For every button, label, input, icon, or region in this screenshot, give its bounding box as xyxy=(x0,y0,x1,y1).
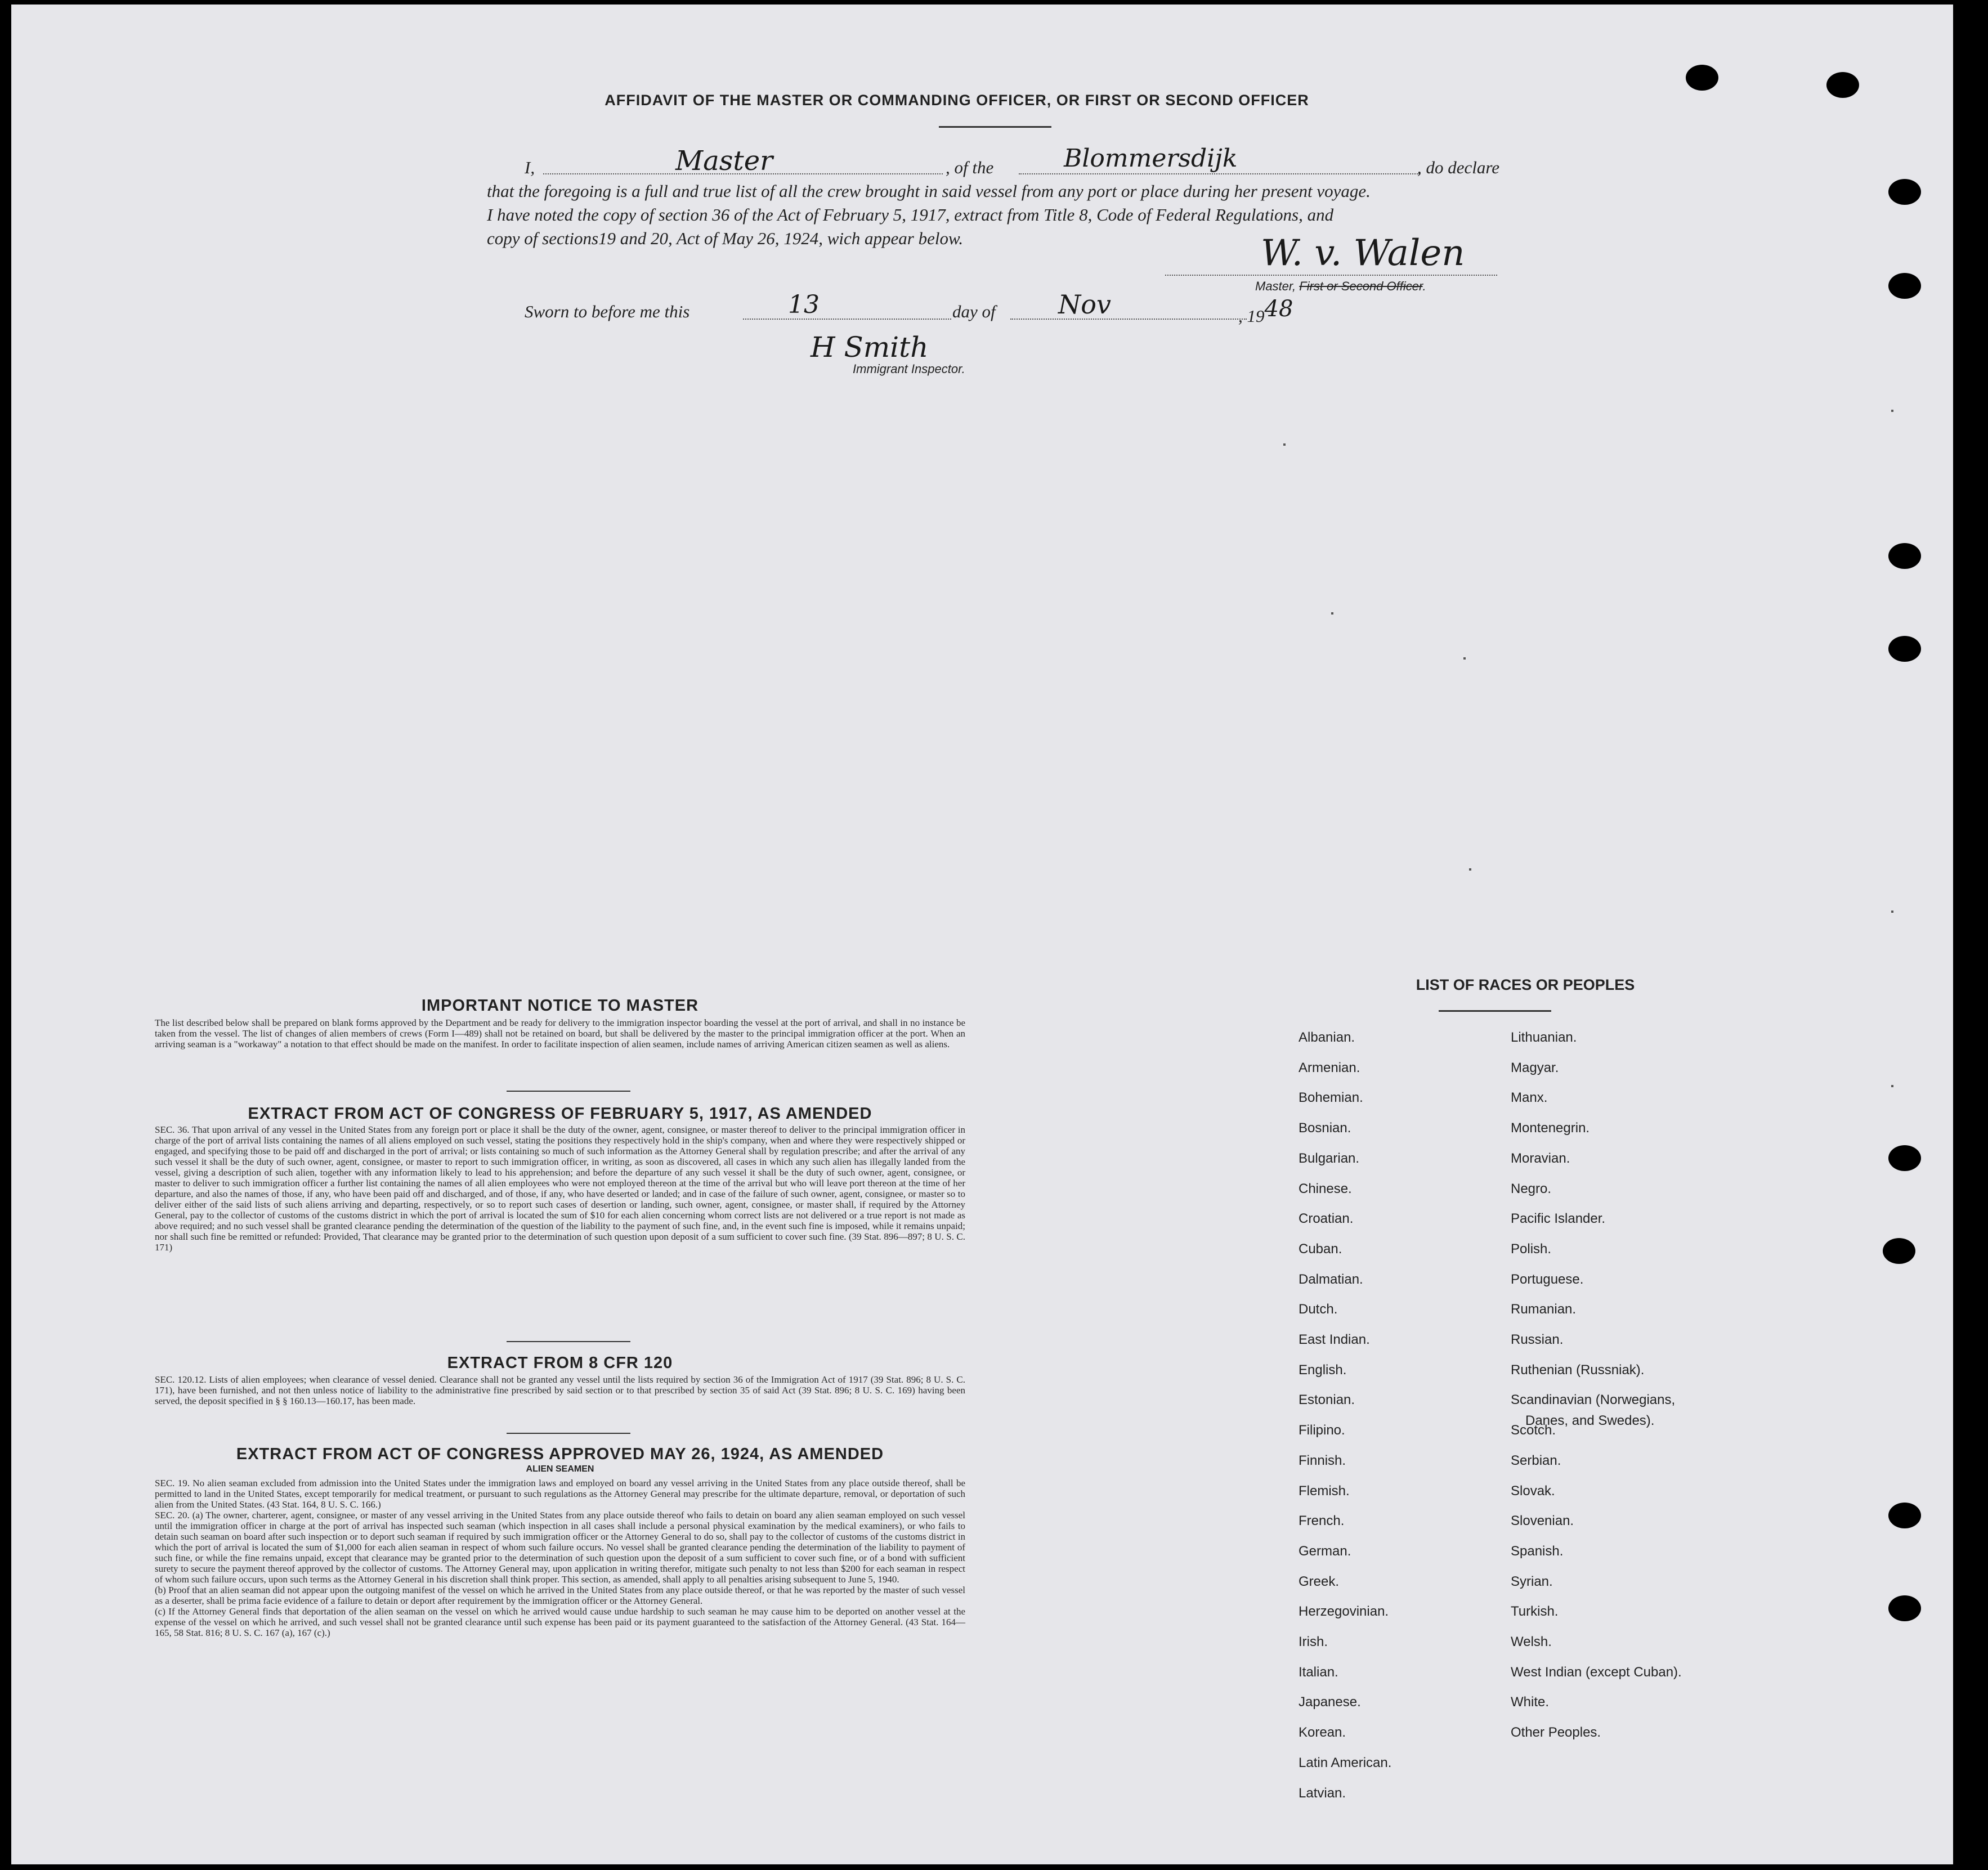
notice-heading: IMPORTANT NOTICE TO MASTER xyxy=(421,997,699,1015)
document-page xyxy=(11,5,1953,1864)
punch-hole xyxy=(1686,65,1718,91)
races-heading-rule xyxy=(1439,1010,1551,1012)
race-item: Lithuanian. xyxy=(1511,1030,1577,1045)
scan-speck xyxy=(1891,1085,1893,1087)
race-item: Finnish. xyxy=(1299,1452,1346,1468)
race-item: Syrian. xyxy=(1511,1573,1553,1589)
punch-hole xyxy=(1888,1503,1921,1528)
punch-hole xyxy=(1888,179,1921,205)
race-item: Irish. xyxy=(1299,1634,1328,1649)
race-item: Herzegovinian. xyxy=(1299,1604,1389,1620)
year-handwritten: 48 xyxy=(1264,296,1293,322)
punch-hole xyxy=(1888,543,1921,569)
punch-hole xyxy=(1888,1595,1921,1621)
master-name-handwritten: Master xyxy=(675,145,773,177)
race-item: Ruthenian (Russniak). xyxy=(1511,1362,1645,1378)
extract-1924-sec19: SEC. 19. No alien seaman excluded from admission into the United States under the immigration laws and employed on board any vessel arriving in the United States from any place outside thereof, shall be permitted to land in the United States, except temporarily for medical treatment, or pursuant to such regulations as the Attorney General may prescribe for the ultimate departure, removal, or deportation of such alien from the United States. (43 Stat. 164, 8 U. S. C. 166.) xyxy=(155,1478,965,1510)
officer-caption-struck: First or Second Officer xyxy=(1299,279,1423,293)
master-signature: W. v. Walen xyxy=(1261,232,1465,274)
extract-1924-sec20b: (b) Proof that an alien seaman did not appear upon the outgoing manifest of the vessel on which he arrived in the United States from any place outside thereof, or that he was reported by the master of such vessel as a deserter, shall be prima facie evidence of a failure to detain or deport after requirement by the immigration officer or the Attorney General. xyxy=(155,1585,965,1606)
extract-1917-text: SEC. 36. That upon arrival of any vessel in the United States from any foreign port or place it shall be the duty of the owner, agent, consignee, or master thereof to deliver to the principal immigration officer in charge of the port of arrival lists containing the names of all aliens employed on such vessel, stating the positions they respectively hold in the ship's company, when and where they were respectively shipped or engaged, and specifying those to be paid off and discharged in the port of arrival; or lists containing so much of such information as the Attorney General shall by regulation prescribe; and after the arrival of any such vessel it shall be the duty of such owner, agent, consignee, or master to report to such immigration officer, in writing, as soon as discovered, all cases in which any such alien has illegally landed from the vessel, giving a description of such alien, together with any information likely to lead to his apprehension; and before the departure of any such vessel it shall be the duty of such owner, agent, consignee, or master to deliver to such immigration officer a further list containing the names of all alien employees who were not employed thereon at the time of the arrival but who will leave port thereon at the time of her departure, and also the names of those, if any, who have been paid off and discharged, and of those, if any, who have deserted or landed; and in case of the failure of such owner, agent, consignee, or master so to deliver either of the said lists of such aliens arriving and departing, respectively, or so to report such cases of desertion or landing, such owner, agent, consignee, or master shall, if required by the Attorney General, pay to the collector of customs of the customs district in which the port of arrival is located the sum of $10 for each alien concerning whom correct lists are not delivered or a true report is not made as above required; and no such vessel shall be granted clearance pending the determination of the question of the liability to the payment of such fine, and, in the event such fine is imposed, while it remains unpaid; nor shall such fine be remitted or refunded: Provided, That clearance may be granted prior to the determination of such question upon deposit of a sum sufficient to cover such fine. (39 Stat. 896—897; 8 U. S. C. 171) xyxy=(155,1124,965,1253)
year-label xyxy=(1238,296,1293,328)
race-item: Danes, and Swedes). xyxy=(1525,1413,1655,1429)
month-handwritten: Nov xyxy=(1058,289,1111,320)
race-item: Scandinavian (Norwegians, xyxy=(1511,1392,1676,1408)
officer-caption-master: Master, xyxy=(1255,279,1296,293)
race-item: Rumanian. xyxy=(1511,1302,1577,1317)
race-item: Serbian. xyxy=(1511,1452,1561,1468)
day-of-label: day of xyxy=(952,302,996,321)
race-item: Armenian. xyxy=(1299,1060,1360,1075)
races-heading: LIST OF RACES OR PEOPLES xyxy=(1416,976,1635,993)
vessel-name-handwritten: Blommersdijk xyxy=(1064,144,1238,173)
punch-hole xyxy=(1888,273,1921,299)
race-item: Flemish. xyxy=(1299,1483,1350,1499)
inspector-caption: Immigrant Inspector. xyxy=(853,362,965,376)
extract-1924-body xyxy=(155,1478,965,1638)
race-item: West Indian (except Cuban). xyxy=(1511,1664,1682,1680)
notice-text: The list described below shall be prepared on blank forms approved by the Department and be ready for delivery to the immigration inspector boarding the vessel at the port of arrival, and shall in no instance be taken from the vessel. The list of changes of alien members of crews (Form I—489) shall not be retained on board, but shall be delivered by the master to the principal immigration officer at the port. When an arriving seaman is a "workaway" a notation to that effect should be made on the manifest. In order to facilitate inspection of alien seamen, include names of arriving American citizen seamen as well as aliens. xyxy=(155,1017,965,1050)
race-item: Cuban. xyxy=(1299,1241,1342,1257)
race-item: Russian. xyxy=(1511,1332,1564,1347)
race-item: Portuguese. xyxy=(1511,1271,1584,1287)
day-handwritten: 13 xyxy=(788,290,820,319)
race-item: White. xyxy=(1511,1694,1550,1710)
race-item: Negro. xyxy=(1511,1181,1552,1196)
race-item: Bulgarian. xyxy=(1299,1150,1360,1166)
of-the-label: , of the xyxy=(946,158,994,177)
title-rule xyxy=(939,126,1051,128)
officer-caption xyxy=(1255,279,1426,294)
extract-1924-subheading: ALIEN SEAMEN xyxy=(526,1464,594,1474)
scan-speck xyxy=(1891,911,1893,913)
extract-1924-sec20c: (c) If the Attorney General finds that deportation of the alien seaman on the vessel on which he arrived would cause undue hardship to such seaman he may cause him to be deported on another vessel at the expense of the vessel on which he arrived, and such vessel shall not be granted clearance until such expense has been paid or its payment guaranteed to the satisfaction of the Attorney General. (43 Stat. 164—165, 58 Stat. 816; 8 U. S. C. 167 (a), 167 (c).) xyxy=(155,1606,965,1638)
divider-1 xyxy=(507,1091,630,1092)
race-item: Montenegrin. xyxy=(1511,1120,1590,1136)
divider-3 xyxy=(507,1433,630,1434)
race-item: French. xyxy=(1299,1513,1345,1529)
race-item: Croatian. xyxy=(1299,1211,1354,1227)
scan-speck xyxy=(1463,657,1466,660)
do-declare-label: , do declare xyxy=(1417,158,1500,177)
race-item: Scotch. xyxy=(1511,1423,1556,1438)
race-item: Bosnian. xyxy=(1299,1120,1351,1136)
race-item: Japanese. xyxy=(1299,1694,1361,1710)
day-line xyxy=(743,319,951,320)
race-item: Polish. xyxy=(1511,1241,1552,1257)
month-line xyxy=(1010,319,1247,320)
race-item: Slovenian. xyxy=(1511,1513,1574,1529)
race-item: English. xyxy=(1299,1362,1347,1378)
race-item: Welsh. xyxy=(1511,1634,1552,1649)
race-item: German. xyxy=(1299,1543,1351,1559)
race-item: Spanish. xyxy=(1511,1543,1564,1559)
scan-speck xyxy=(1283,443,1286,446)
scan-speck xyxy=(1331,612,1333,615)
race-item: Latvian. xyxy=(1299,1785,1346,1801)
race-item: Dutch. xyxy=(1299,1302,1338,1317)
race-item: Turkish. xyxy=(1511,1604,1559,1620)
scan-speck xyxy=(1891,410,1893,412)
divider-2 xyxy=(507,1341,630,1342)
i-label: I, xyxy=(525,158,535,177)
race-item: Bohemian. xyxy=(1299,1090,1363,1106)
race-item: Albanian. xyxy=(1299,1030,1355,1045)
extract-8cfr-text: SEC. 120.12. Lists of alien employees; when clearance of vessel denied. Clearance shall not be granted any vessel until the lists required by section 36 of the Immigration Act of 1917 (39 Stat. 896; 8 U. S. C. 171), have been furnished, and not then unless notice of liability to the administrative fine prescribed by said section or to that prescribed by section 35 of said Act (39 Stat. 896; 8 U. S. C. 169) having been served, the deposit specified in § § 160.13—160.17, has been made. xyxy=(155,1374,965,1406)
officer-caption-end: . xyxy=(1422,279,1426,293)
race-item: Other Peoples. xyxy=(1511,1725,1601,1741)
affidavit-line-4: copy of sections19 and 20, Act of May 26, 1924, wich appear below. xyxy=(487,228,964,248)
race-item: East Indian. xyxy=(1299,1332,1370,1347)
race-item: Italian. xyxy=(1299,1664,1338,1680)
affidavit-line-3: I have noted the copy of section 36 of the Act of February 5, 1917, extract from Title 8, Code of Federal Regulations, and xyxy=(487,205,1334,225)
punch-hole xyxy=(1888,636,1921,662)
race-item: Greek. xyxy=(1299,1573,1340,1589)
race-item: Chinese. xyxy=(1299,1181,1352,1196)
extract-8cfr-heading: EXTRACT FROM 8 CFR 120 xyxy=(447,1354,673,1372)
year-prefix: , 19 xyxy=(1238,306,1265,326)
master-signature-line xyxy=(1165,275,1497,276)
vessel-name-line xyxy=(1019,173,1420,174)
punch-hole xyxy=(1826,72,1859,98)
race-item: Latin American. xyxy=(1299,1755,1392,1770)
sworn-label: Sworn to before me this xyxy=(525,302,690,321)
scan-speck xyxy=(1469,868,1471,871)
punch-hole xyxy=(1888,1145,1921,1171)
race-item: Estonian. xyxy=(1299,1392,1355,1408)
race-item: Filipino. xyxy=(1299,1423,1345,1438)
affidavit-title: AFFIDAVIT OF THE MASTER OR COMMANDING OFFICER, OR FIRST OR SECOND OFFICER xyxy=(605,92,1309,109)
race-item: Moravian. xyxy=(1511,1150,1570,1166)
race-item: Korean. xyxy=(1299,1725,1346,1741)
race-item: Manx. xyxy=(1511,1090,1548,1106)
race-item: Pacific Islander. xyxy=(1511,1211,1606,1227)
extract-1924-sec20a: SEC. 20. (a) The owner, charterer, agent, consignee, or master of any vessel arriving in the United States from any place outside thereof who fails to detain on board any alien seaman employed on such vessel until the immigration officer in charge at the port of arrival has inspected such seaman (which inspection in all cases shall include a personal physical examination by the medical examiners), or who fails to detain such seaman on board after such inspection or to deport such seaman if required by such immigration officer or the Attorney General to do so, shall pay to the collector of customs of the customs district in which the port of arrival is located the sum of $1,000 for each alien seaman in respect of whom such failure occurs. No vessel shall be granted clearance pending the determination of the liability to payment of such fine, or while the fine remains unpaid, except that clearance may be granted prior to the determination of such question upon the deposit of a sum sufficient to cover such fine, or of a bond with sufficient surety to secure the payment thereof approved by the collector of customs. The Attorney General may, upon application in writing therefor, mitigate such penalty to not less than $200 for each seaman in respect of whom such failure occurs, upon such terms as the Attorney General in his discretion shall think proper. This section, as amended, shall apply to all penalties arising subsequent to June 5, 1940. xyxy=(155,1510,965,1585)
race-item: Magyar. xyxy=(1511,1060,1559,1075)
affidavit-line-2: that the foregoing is a full and true list of all the crew brought in said vessel from any port or place during her present voyage. xyxy=(487,181,1371,201)
race-item: Dalmatian. xyxy=(1299,1271,1363,1287)
punch-hole xyxy=(1883,1238,1915,1264)
extract-1924-heading: EXTRACT FROM ACT OF CONGRESS APPROVED MAY 26, 1924, AS AMENDED xyxy=(236,1445,884,1463)
extract-1917-heading: EXTRACT FROM ACT OF CONGRESS OF FEBRUARY 5, 1917, AS AMENDED xyxy=(248,1105,872,1123)
race-item: Slovak. xyxy=(1511,1483,1555,1499)
inspector-signature: H Smith xyxy=(811,331,929,364)
